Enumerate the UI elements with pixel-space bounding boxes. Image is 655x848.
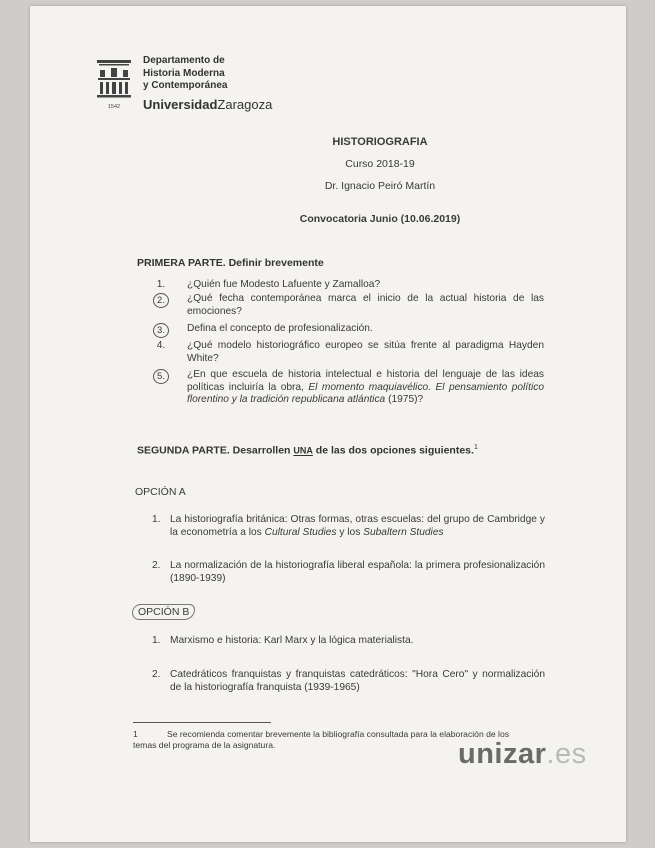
- part-one-heading: PRIMERA PARTE. Definir brevemente: [137, 257, 324, 269]
- exam-sheet: [30, 6, 626, 842]
- university-name: UniversidadZaragoza: [143, 97, 273, 112]
- footnote-divider: [133, 722, 271, 723]
- professor-name: Dr. Ignacio Peiró Martín: [324, 180, 436, 192]
- footnote: 1 Se recomienda comentar brevemente la bibliografía consultada para la elaboración de los temas del programa de la asignatura.: [133, 729, 510, 750]
- page-title: HISTORIOGRAFIA: [332, 136, 428, 148]
- exam-session: Convocatoria Junio (10.06.2019): [299, 213, 461, 225]
- course-year: Curso 2018-19: [345, 158, 415, 170]
- department-name: Departamento de Historia Moderna y Contemporánea: [143, 55, 228, 91]
- university-logo-icon: [95, 58, 133, 110]
- option-b-label: OPCIÓN B: [132, 604, 195, 620]
- unizar-brand: unizar.es: [458, 738, 587, 770]
- part-two-heading: SEGUNDA PARTE. Desarrollen UNA de las dos opciones siguientes.$^1$: [137, 444, 478, 457]
- svg-text:1542: 1542: [107, 104, 121, 110]
- option-a-label: OPCIÓN A: [135, 486, 186, 498]
